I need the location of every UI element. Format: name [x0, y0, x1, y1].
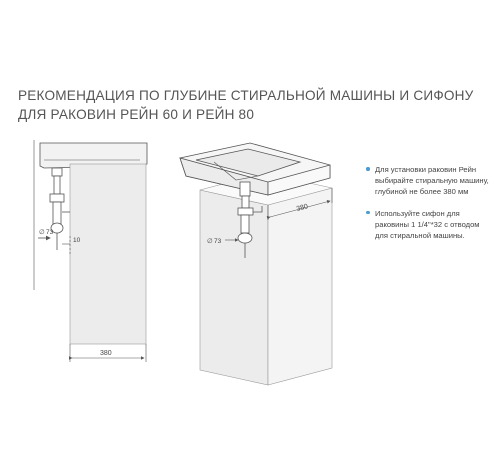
siphon-side [50, 168, 70, 250]
right-depth-label: 380 [295, 203, 309, 213]
left-diameter-label: 73 [46, 229, 54, 236]
washing-machine-front [200, 190, 268, 385]
left-offset-label: 10 [73, 237, 81, 244]
recommendation-notes [366, 164, 494, 251]
diameter-symbol-right: ∅ [207, 238, 213, 245]
note-item: Используйте сифон для раковины 1 1/4"*32 с отводом для стиральной машины. [366, 208, 494, 242]
isometric-drawing [180, 143, 332, 385]
right-diameter-label: 73 [214, 238, 222, 245]
title-line-2: ДЛЯ РАКОВИН РЕЙН 60 И РЕЙН 80 [18, 107, 255, 122]
washing-machine-side [70, 164, 146, 344]
side-view-drawing [34, 140, 147, 362]
left-depth-label: 380 [100, 350, 112, 357]
title-line-1: РЕКОМЕНДАЦИЯ ПО ГЛУБИНЕ СТИРАЛЬНОЙ МАШИНЫ И СИФОНУ [18, 88, 474, 103]
note-item: Для установки раковин Рейн выбирайте стиральную машину, глубиной не более 380 мм [366, 164, 494, 198]
diameter-symbol: ∅ [39, 229, 45, 236]
washing-machine-side-face [268, 188, 332, 385]
